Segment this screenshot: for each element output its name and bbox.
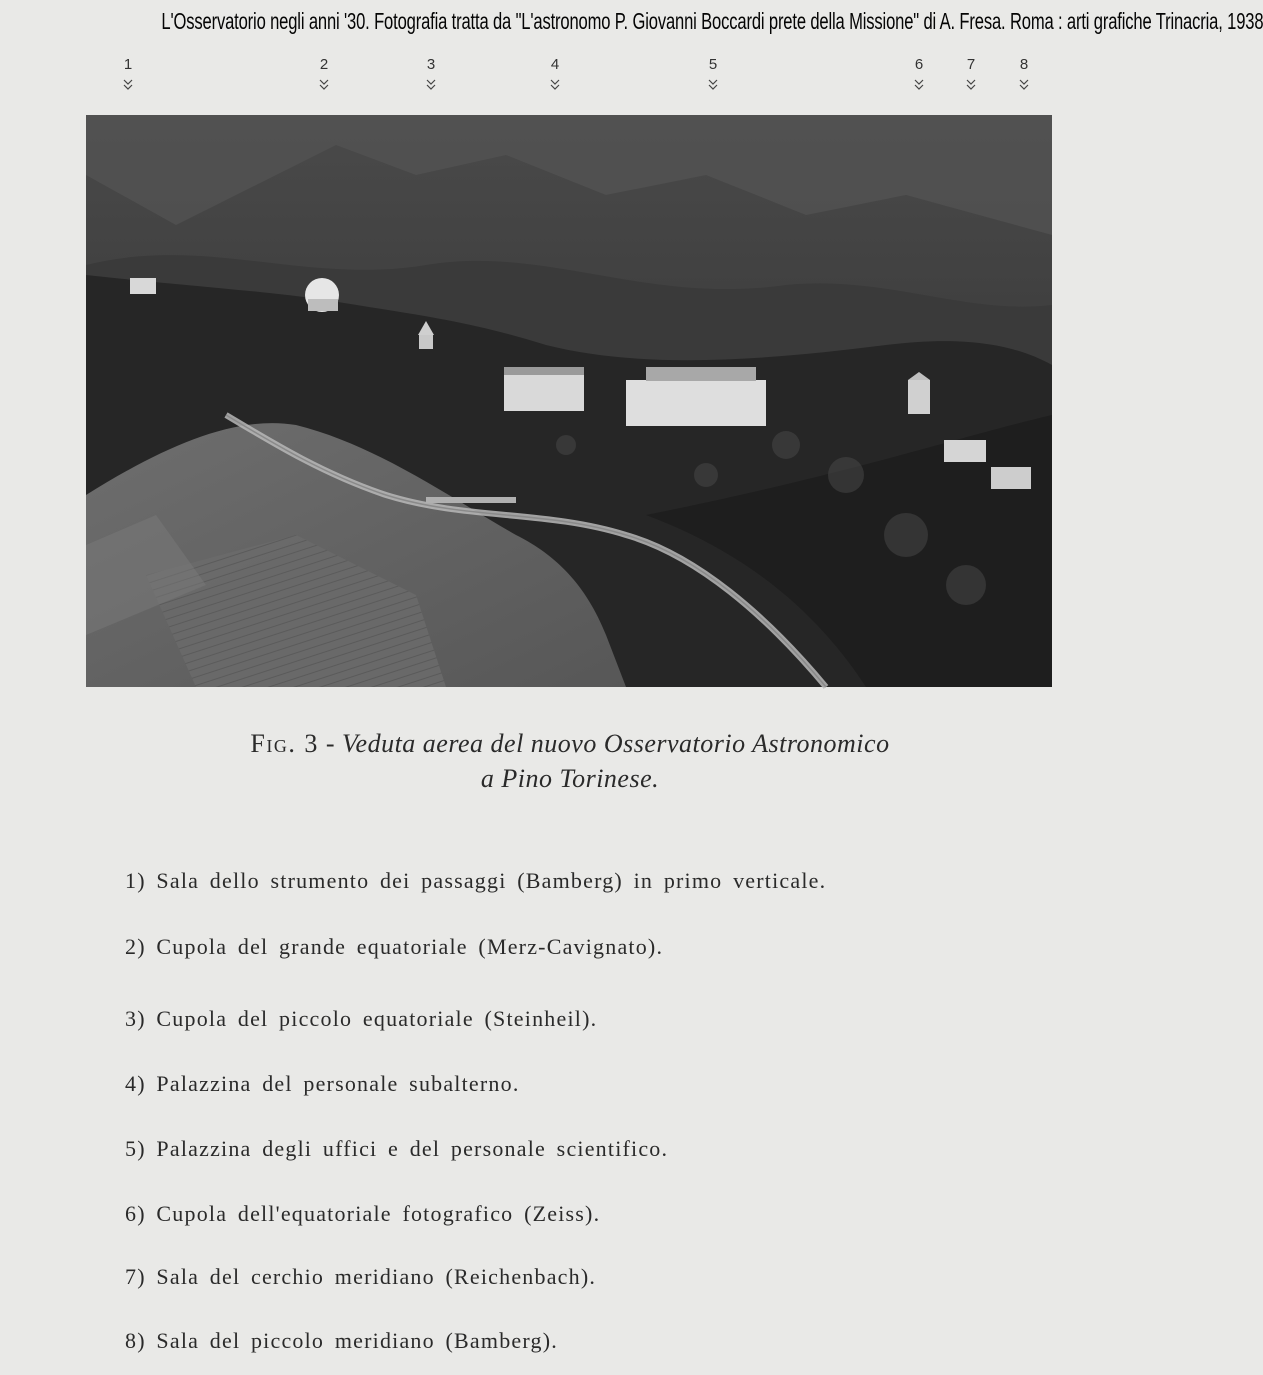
figure-label: Fig. 3 (250, 729, 319, 758)
arrow-down-icon (550, 79, 560, 91)
arrow-down-icon (426, 79, 436, 91)
building-markers (0, 55, 1153, 105)
marker-1 (116, 55, 140, 91)
marker-number: 5 (708, 56, 718, 73)
marker-6 (907, 55, 931, 91)
page-header: L'Osservatorio negli anni '30. Fotografia tratta da "L'astronomo P. Giovanni Boccardi prete della Missione" di A. Fresa. Roma : arti grafiche Trinacria, 1938 (161, 8, 1263, 34)
arrow-down-icon (966, 79, 976, 91)
legend-item: 7) Sala del cerchio meridiano (Reichenbach). (125, 1264, 597, 1289)
caption-text-line-1: Veduta aerea del nuovo Osservatorio Astronomico (342, 729, 890, 758)
marker-number: 1 (123, 56, 133, 73)
figure-caption (140, 726, 1000, 796)
marker-number: 6 (914, 56, 924, 73)
marker-5 (701, 55, 725, 91)
arrow-down-icon (708, 79, 718, 91)
marker-number: 7 (966, 56, 976, 73)
arrow-down-icon (319, 79, 329, 91)
caption-separator: - (325, 729, 336, 758)
legend-item: 4) Palazzina del personale subalterno. (125, 1071, 520, 1096)
aerial-photograph (86, 115, 1052, 687)
marker-3 (419, 55, 443, 91)
legend-item: 2) Cupola del grande equatoriale (Merz-Cavignato). (125, 934, 664, 959)
legend-item: 3) Cupola del piccolo equatoriale (Steinheil). (125, 1006, 598, 1031)
legend-item: 6) Cupola dell'equatoriale fotografico (Zeiss). (125, 1201, 601, 1226)
aerial-photo-illustration (86, 115, 1052, 687)
arrow-down-icon (914, 79, 924, 91)
marker-7 (959, 55, 983, 91)
marker-number: 2 (319, 56, 329, 73)
marker-4 (543, 55, 567, 91)
marker-number: 4 (550, 56, 560, 73)
marker-8 (1012, 55, 1036, 91)
marker-2 (312, 55, 336, 91)
caption-text-line-2: a Pino Torinese. (480, 764, 660, 793)
legend-item: 8) Sala del piccolo meridiano (Bamberg). (125, 1328, 558, 1353)
legend-item: 1) Sala dello strumento dei passaggi (Bamberg) in primo verticale. (125, 868, 827, 893)
marker-number: 8 (1019, 56, 1029, 73)
arrow-down-icon (1019, 79, 1029, 91)
legend-item: 5) Palazzina degli uffici e del personale scientifico. (125, 1136, 669, 1161)
caption-line-1 (140, 726, 1000, 761)
arrow-down-icon (123, 79, 133, 91)
marker-number: 3 (426, 56, 436, 73)
